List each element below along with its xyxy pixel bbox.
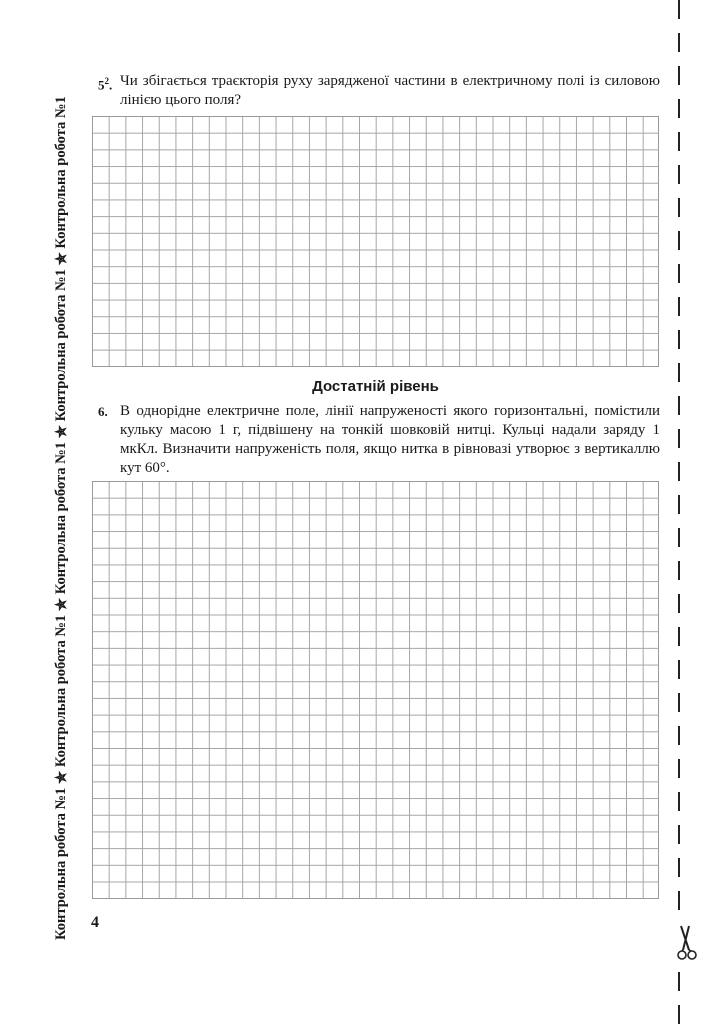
page-number: 4 bbox=[91, 914, 99, 931]
star-icon: ✯ bbox=[53, 425, 70, 438]
section-heading: Достатній рівень bbox=[312, 378, 439, 395]
task-text: Чи збігається траєкторія руху зарядженої частини в електричному полі із силовою лінією цього поля? bbox=[120, 73, 660, 108]
star-icon: ✯ bbox=[53, 598, 70, 611]
side-title-segment: Контрольна робота №1 bbox=[52, 442, 69, 595]
side-title-segment: Контрольна робота №1 bbox=[52, 96, 69, 249]
side-title-segment: Контрольна робота №1 bbox=[52, 269, 69, 422]
task-6 bbox=[98, 402, 660, 478]
task-text: В однорідне електричне поле, лінії напруженості якого горизонтальні, помістили кульку масою 1 г, підвішену на тонкій шовковій нитці. Кульці надали заряду 1 мкКл. Визначити напруженість поля, якщо нитка в рівновазі утворює з вертикаллю кут 60°. bbox=[120, 403, 660, 476]
task-number: $5^2$. bbox=[98, 76, 113, 93]
side-title-segment: Контрольна робота №1 bbox=[52, 787, 69, 940]
answer-grid[interactable] bbox=[92, 481, 659, 899]
cut-line bbox=[671, 0, 687, 1024]
task-5 bbox=[98, 72, 660, 110]
task-number: 6. bbox=[98, 404, 108, 419]
star-icon: ✯ bbox=[53, 252, 70, 266]
side-title-band bbox=[48, 84, 74, 940]
answer-grid[interactable] bbox=[92, 116, 659, 367]
scissors-icon bbox=[675, 924, 701, 964]
side-title-segment: Контрольна робота №1 bbox=[52, 614, 69, 768]
star-icon: ✯ bbox=[53, 771, 70, 784]
